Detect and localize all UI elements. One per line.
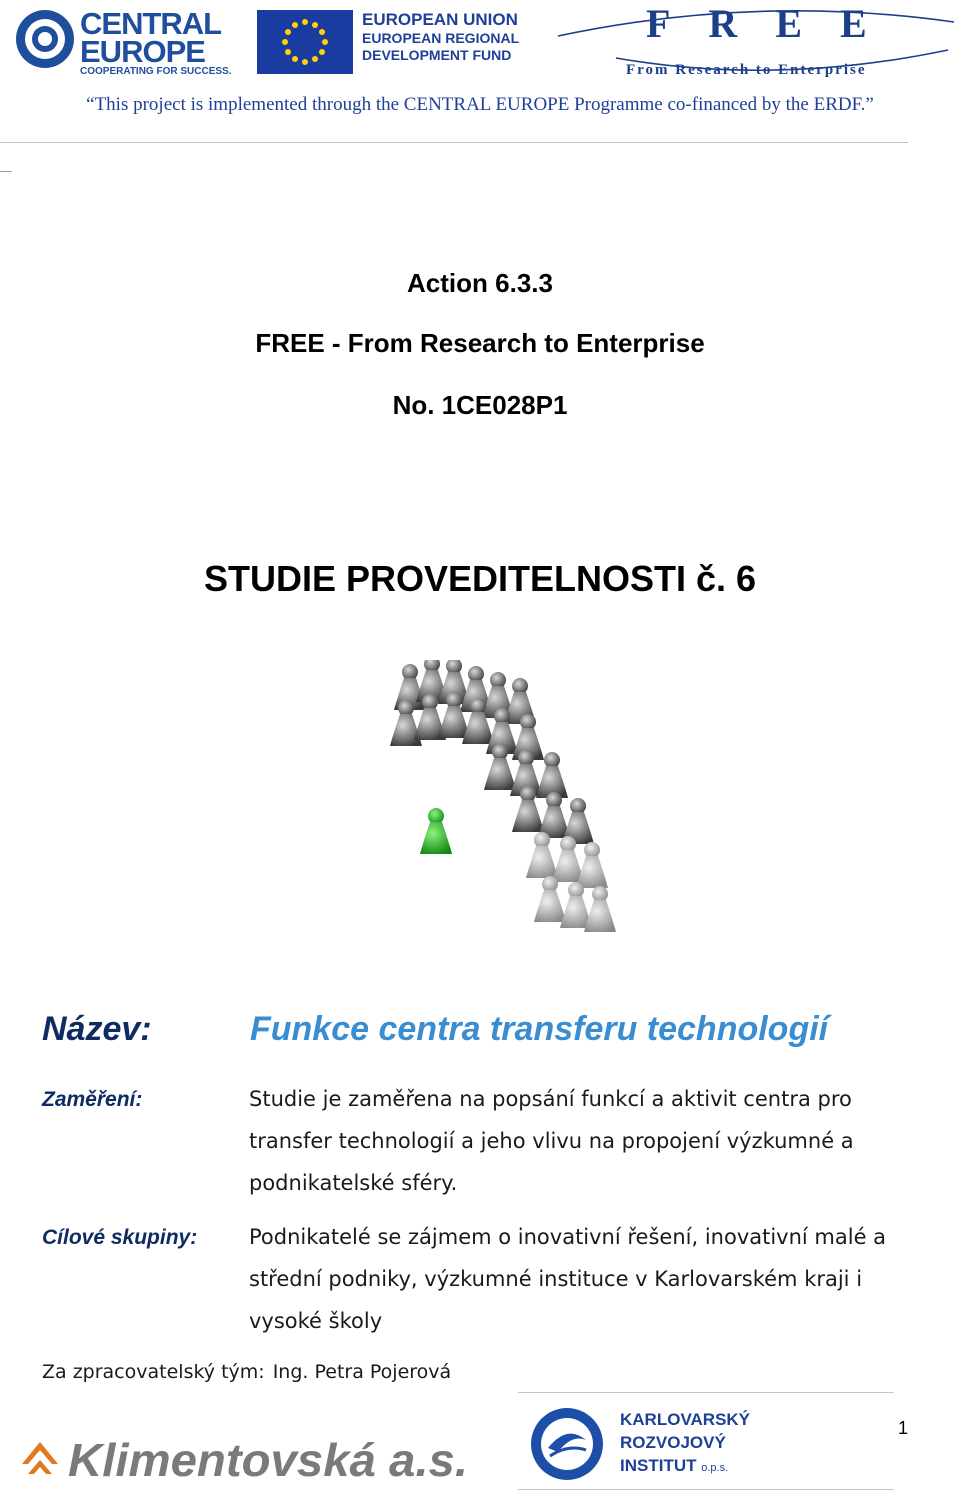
project-title: FREE - From Research to Enterprise [255, 328, 705, 358]
eu-text-block [362, 10, 519, 64]
krin-ops: o.p.s. [701, 1462, 729, 1474]
free-logo [556, 0, 956, 86]
klimentovska-logo [18, 1420, 478, 1490]
focus-value: Studie je zaměřena na popsání funkcí a aktivit centra pro transfer technologií a jeho vlivu na propojení výzkumné a podnikatelské sféry. [249, 1087, 854, 1195]
target-groups-label: Cílové skupiny: [42, 1226, 198, 1249]
central-europe-tagline: COOPERATING FOR SUCCESS. [80, 66, 232, 77]
central-europe-logo [14, 6, 238, 76]
eu-line1: EUROPEAN UNION [362, 10, 518, 29]
name-label: Název: [42, 1010, 152, 1048]
header-dash [0, 171, 12, 172]
pawn-crowd-image [380, 660, 620, 960]
team-label: Za zpracovatelský tým: [42, 1361, 265, 1383]
eu-line2: EUROPEAN REGIONAL [362, 30, 520, 46]
focus-label: Zaměření: [42, 1088, 143, 1111]
eu-line3: DEVELOPMENT FUND [362, 47, 512, 63]
header-divider [0, 142, 908, 143]
krin-text [620, 1408, 750, 1480]
action-number: Action 6.3.3 [407, 268, 553, 298]
programme-statement: “This project is implemented through the CENTRAL EUROPE Programme co-financed by the ERDF.” [86, 94, 874, 115]
project-number: No. 1CE028P1 [392, 390, 568, 420]
central-europe-emblem-icon [14, 8, 76, 70]
krin-line3: INSTITUT [620, 1456, 697, 1475]
krin-line2: ROZVOJOVÝ [620, 1433, 726, 1452]
krin-line1: KARLOVARSKÝ [620, 1410, 751, 1429]
team-value: Ing. Petra Pojerová [272, 1361, 452, 1383]
target-groups-value: Podnikatelé se zájmem o inovativní řešení, inovativní malé a střední podniky, výzkumné instituce v Karlovarském kraji i vysoké školy [249, 1225, 887, 1333]
team-line [42, 1361, 459, 1383]
study-title: STUDIE PROVEDITELNOSTI č. 6 [203, 558, 757, 599]
eu-flag-icon [257, 10, 353, 74]
name-value: Funkce centra transferu technologií [250, 1010, 829, 1048]
central-europe-line2: EUROPE [80, 34, 205, 69]
free-subtitle: From Research to Enterprise [626, 62, 867, 78]
footer-rule-bottom [518, 1489, 894, 1490]
free-title: FREE [646, 1, 905, 46]
central-europe-line1: CENTRAL [80, 6, 222, 41]
footer-rule-top [518, 1392, 894, 1393]
page-number: 1 [898, 1418, 909, 1438]
krin-emblem-icon [528, 1404, 606, 1484]
klimentovska-wordmark: Klimentovská a.s. [68, 1434, 468, 1486]
